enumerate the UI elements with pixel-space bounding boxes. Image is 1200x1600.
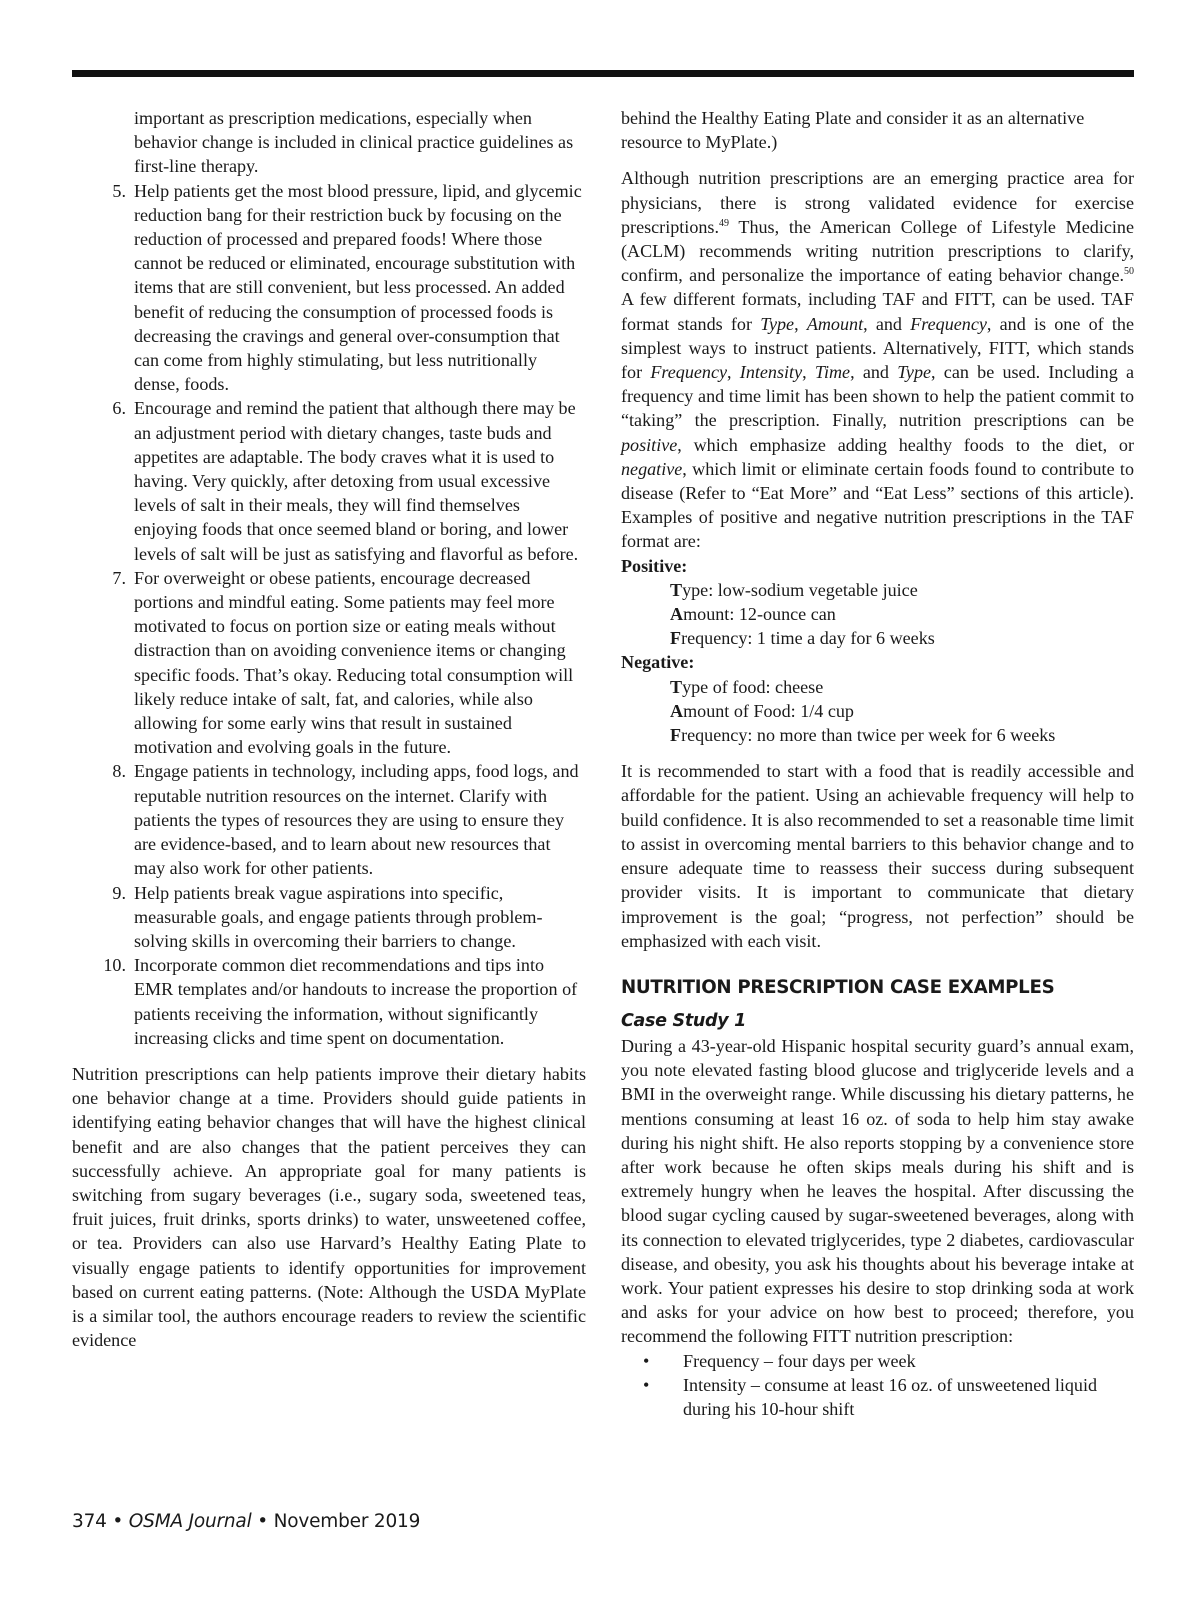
section-heading: NUTRITION PRESCRIPTION CASE EXAMPLES	[621, 976, 1055, 998]
journal-name: OSMA Journal	[128, 1511, 252, 1532]
list-item	[621, 1373, 1134, 1421]
list-text: Encourage and remind the patient that although there may be an adjustment period with dietary changes, taste buds and appetites are adaptable. The body craves what it is used to having. Very quickly, after detoxing from usual excessive levels of salt in their meals, they will find themselves enjoying foods that once seemed bland or boring, and lower levels of salt will be just as satisfying and flavorful as before.	[134, 398, 579, 564]
italic-term: Frequency	[650, 362, 728, 383]
body-paragraph: behind the Healthy Eating Plate and consider it as an alternative resource to MyPlate.)	[621, 108, 1085, 153]
taf-row	[621, 675, 1134, 699]
right-column	[621, 106, 1134, 1421]
body-paragraph: During a 43-year-old Hispanic hospital security guard’s annual exam, you note elevated fasting blood glucose and triglyceride levels and a BMI in the overweight range. While discussing his dietary patterns, he mentions consuming at least 16 oz. of soda to help him stay awake during his night shift. He also reports stopping by a convenience store after work because he often skips meals during his shift and is extremely hungry when he leaves the hospital. After discussing the blood sugar cycling caused by sugar-sweetened beverages, along with its connection to elevated triglycerides, type 2 diabetes, cardiovascular disease, and obesity, you ask his thoughts about his beverage intake at work. Your patient expresses his desire to stop drinking soda at work and asks for your advice on how best to proceed; therefore, you recommend the following FITT nutrition prescription:	[621, 1035, 1134, 1347]
text-run: ,	[794, 313, 807, 334]
list-text: Incorporate common diet recommendations and tips into EMR templates and/or handouts to increase the proportion of patients receiving the information, without significantly increasing clicks and time spent on documentation.	[134, 955, 578, 1048]
list-number: 8.	[112, 761, 126, 782]
taf-initial: F	[670, 628, 682, 649]
italic-term: Time	[814, 362, 851, 383]
text-run: Although nutrition prescriptions are an emerging practice area for physicians, there is strong validated evidence for exercise prescriptions.	[621, 168, 1134, 237]
taf-text: ype: low-sodium vegetable juice	[682, 579, 918, 600]
taf-row	[621, 578, 1134, 602]
italic-term: Type	[897, 362, 932, 383]
case-study-heading: Case Study 1	[621, 1010, 747, 1031]
text-run: A few different formats, including TAF and FITT, can be used. TAF format stands for	[621, 289, 1134, 334]
page-footer	[72, 1511, 420, 1532]
list-item	[72, 179, 586, 397]
taf-text: requency: no more than twice per week for 6 weeks	[681, 725, 1056, 746]
text-run: ,	[727, 362, 740, 383]
list-item	[72, 759, 586, 880]
list-item	[621, 1349, 1134, 1373]
text-run: ,	[802, 362, 815, 383]
list-number: 9.	[112, 882, 126, 903]
text-run: , can be used. Including a frequency and time limit has been shown to help the patient commit to “taking” the prescription. Finally, nutrition prescriptions can be	[621, 362, 1135, 431]
list-text: Intensity – consume at least 16 oz. of unsweetened liquid during his 10-hour shift	[683, 1374, 1098, 1419]
list-item-continuation: important as prescription medications, especially when behavior change is included in clinical practice guidelines as first-line therapy.	[134, 108, 574, 177]
list-text: For overweight or obese patients, encourage decreased portions and mindful eating. Some patients may feel more motivated to focus on portion size or eating meals without distraction than on avoiding convenience items or changing specific foods. That’s okay. Reducing total consumption will likely reduce intake of salt, fat, and calories, while also allowing for some early wins that result in sustained motivation and evolving goals in the future.	[134, 567, 574, 758]
positive-label: Positive:	[621, 555, 688, 576]
taf-row	[621, 699, 1134, 723]
list-item	[72, 566, 586, 760]
taf-row	[621, 626, 1134, 650]
body-paragraph: It is recommended to start with a food that is readily accessible and affordable for the patient. Using an achievable frequency will help to build confidence. It is also recommended to set a reasonable time limit to assist in overcoming mental barriers to this behavior change and to ensure adequate time to reassess their success during subsequent provider visits. It is important to communicate that dietary improvement is the goal; “progress, not perfection” should be emphasized with each visit.	[621, 761, 1134, 951]
taf-text: mount of Food: 1/4 cup	[683, 700, 854, 721]
italic-term: Frequency	[910, 313, 987, 334]
text-run: , and	[850, 362, 898, 383]
footer-separator: •	[251, 1511, 274, 1532]
taf-text: ype of food: cheese	[682, 676, 824, 697]
list-number: 10.	[103, 955, 126, 976]
taf-initial: F	[670, 725, 682, 746]
list-text: Frequency – four days per week	[683, 1350, 916, 1371]
issue-date: November 2019	[273, 1511, 421, 1532]
taf-initial: A	[670, 700, 684, 721]
citation-ref: 49	[719, 217, 729, 229]
list-text: Engage patients in technology, including apps, food logs, and reputable nutrition resources on the internet. Clarify with patients the types of resources they are using to ensure they are evidence-based, and to learn about new resources that may also work for other patients.	[134, 761, 579, 879]
taf-row	[621, 723, 1134, 747]
italic-term: negative	[621, 458, 683, 479]
list-number: 5.	[112, 180, 126, 201]
taf-initial: T	[670, 676, 683, 697]
list-item	[72, 881, 586, 954]
taf-row	[621, 602, 1134, 626]
taf-initial: T	[670, 579, 683, 600]
italic-term: Type	[760, 313, 795, 334]
list-item	[72, 953, 586, 1050]
negative-label: Negative:	[621, 652, 695, 673]
text-run: , which limit or eliminate certain foods found to contribute to disease (Refer to “Eat More” and “Eat Less” sections of this article). Examples of positive and negative nutrition prescriptions in the TAF format are:	[621, 458, 1134, 552]
list-number: 7.	[112, 567, 126, 588]
list-number: 6.	[112, 398, 126, 419]
body-paragraph	[621, 166, 1134, 553]
italic-term: Intensity	[739, 362, 803, 383]
taf-initial: A	[670, 604, 684, 625]
text-run: Thus, the American College of Lifestyle Medicine (ACLM) recommends writing nutrition prescriptions to clarify, confirm, and personalize the importance of eating behavior change.	[621, 216, 1134, 286]
citation-ref: 50	[1124, 266, 1134, 278]
text-run: , and is one of the simplest ways to instruct patients. Alternatively, FITT, which stands for	[621, 313, 1134, 383]
bullet-icon: •	[643, 1374, 650, 1395]
page-number: 374	[72, 1511, 107, 1532]
list-text: Help patients get the most blood pressure, lipid, and glycemic reduction bang for their restriction buck by focusing on the reduction of processed and prepared foods! Where those cannot be reduced or eliminated, encourage substitution with items that are still convenient, but less processed. An added benefit of reducing the consumption of processed foods is decreasing the cravings and general over-consumption that can come from highly stimulating, but less nutritionally dense, foods.	[134, 180, 582, 395]
list-item	[72, 396, 586, 565]
text-run: , and	[863, 313, 911, 334]
recommendations-list	[72, 179, 586, 1050]
bullet-icon: •	[643, 1350, 650, 1371]
left-column	[72, 106, 586, 1352]
body-paragraph: Nutrition prescriptions can help patients improve their dietary habits one behavior change at a time. Providers should guide patients in identifying eating behavior changes that will have the highest clinical benefit and are also changes that the patient perceives they can successfully achieve. An appropriate goal for many patients is switching from sugary beverages (i.e., sugary soda, sweetened teas, fruit juices, fruit drinks, sports drinks) to water, unsweetened coffee, or tea. Providers can also use Harvard’s Healthy Eating Plate to visually engage patients to identify opportunities for improvement based on current eating patterns. (Note: Although the USDA MyPlate is a similar tool, the authors encourage readers to review the scientific evidence	[72, 1063, 586, 1351]
text-run: , which emphasize adding healthy foods to the diet, or	[677, 434, 1134, 455]
taf-text: mount: 12-ounce can	[683, 604, 836, 625]
italic-term: positive	[621, 434, 678, 455]
list-text: Help patients break vague aspirations into specific, measurable goals, and engage patients through problem-solving skills in overcoming their barriers to change.	[134, 882, 543, 951]
header-rule	[72, 70, 1134, 77]
taf-text: requency: 1 time a day for 6 weeks	[681, 628, 935, 649]
fitt-list	[621, 1349, 1134, 1422]
italic-term: Amount	[806, 313, 864, 334]
footer-separator: •	[106, 1511, 129, 1532]
